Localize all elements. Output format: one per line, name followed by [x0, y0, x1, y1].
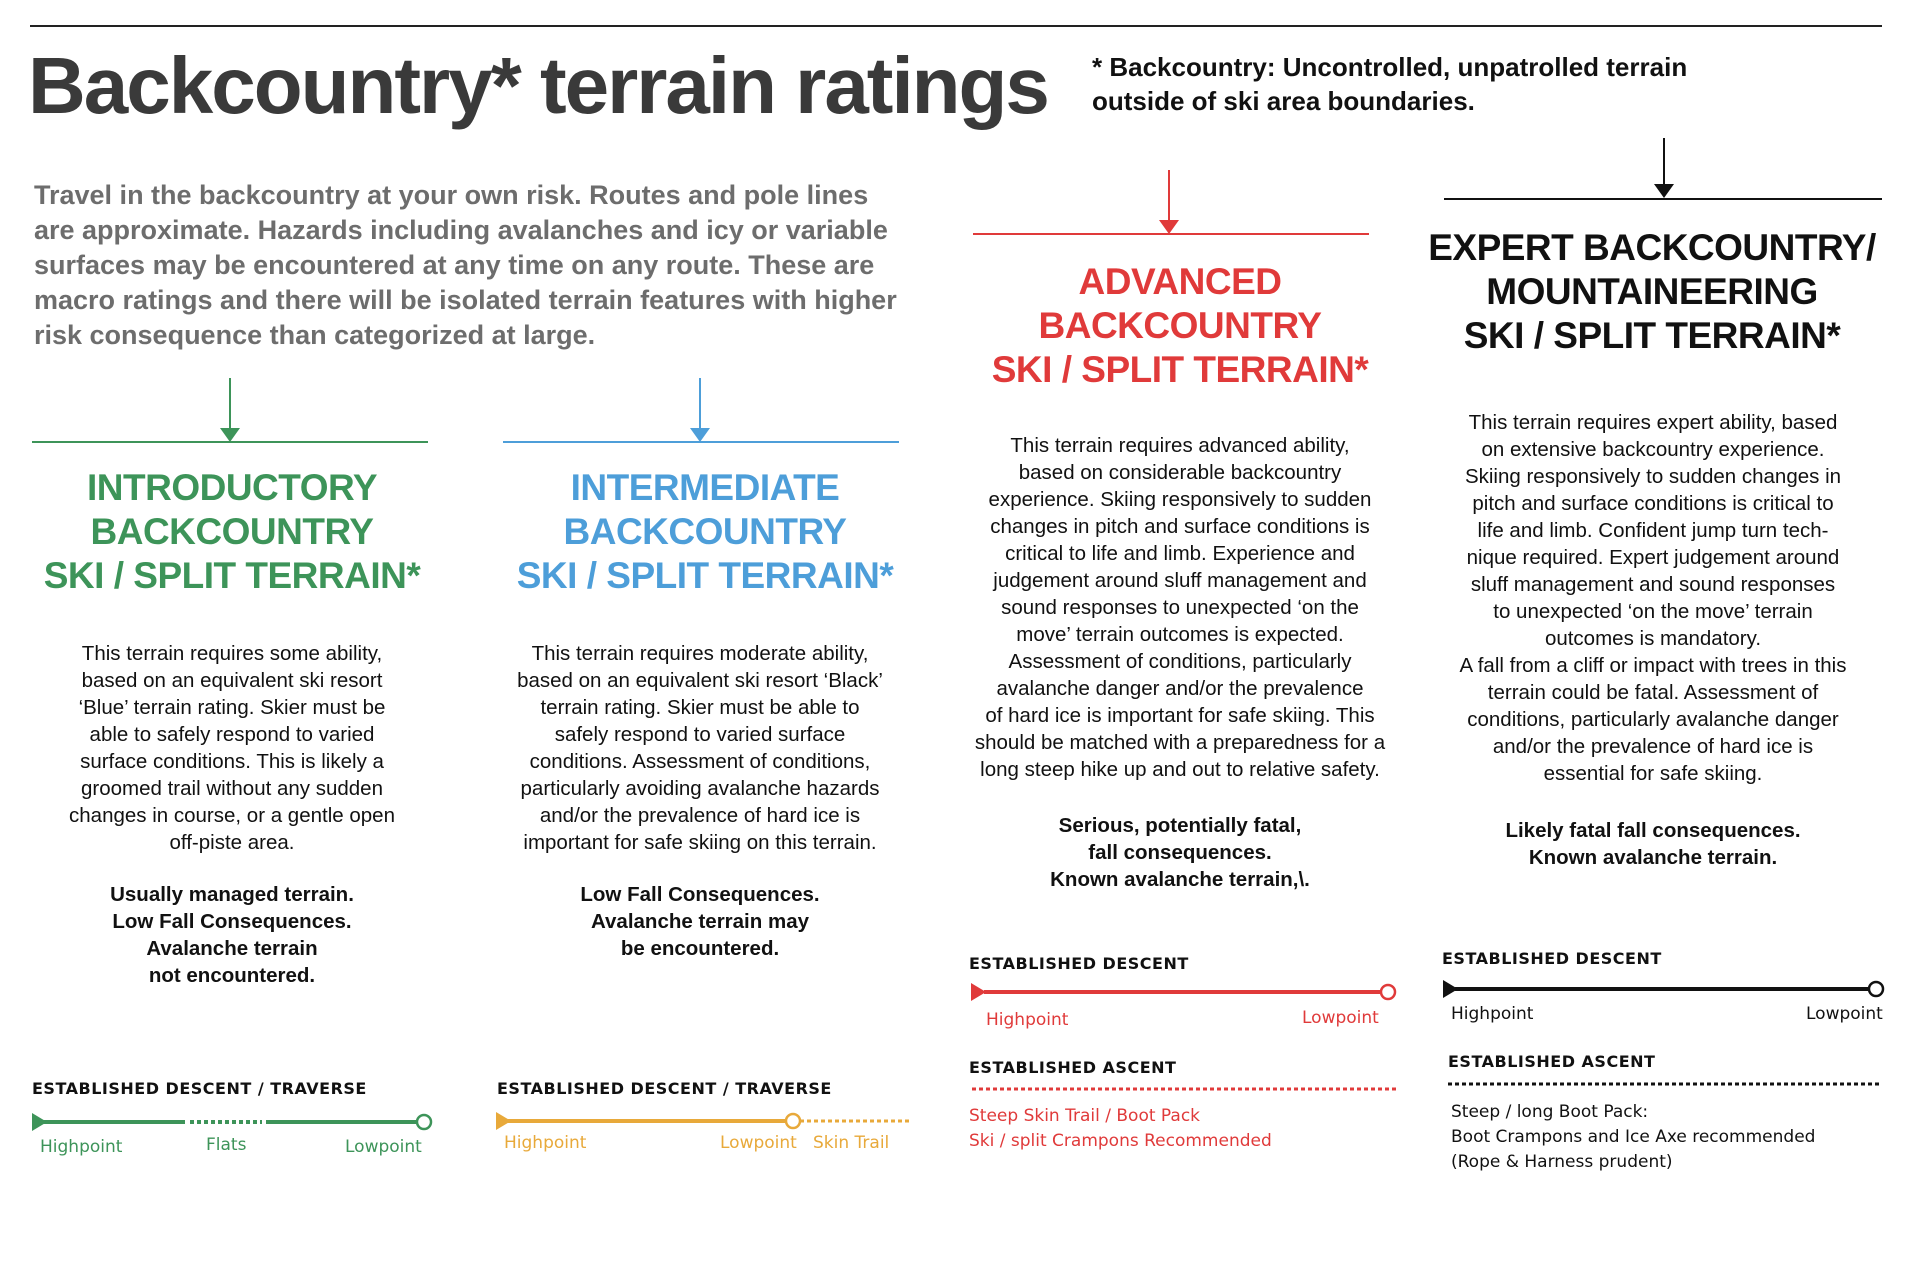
legend-flats: Flats: [206, 1135, 247, 1155]
column-description: This terrain requires moderate ability, based on an equivalent ski resort ‘Black’ terrain rating. Skier must be able to safely respond to varied surface conditions. Assessment of conditions, particularly avoiding avalanche hazards and/or the prevalence of hard ice is important for safe skiing on this terrain.: [517, 642, 883, 854]
arrow-shaft: [1663, 138, 1665, 186]
descent-highpoint: Highpoint: [1451, 1004, 1534, 1024]
column-rule: [973, 233, 1369, 235]
end-circle-icon: [1869, 982, 1883, 996]
column-heading: INTRODUCTORY BACKCOUNTRY SKI / SPLIT TERRAIN*: [43, 467, 421, 596]
column-summary: Low Fall Consequences. Avalanche terrain may be encountered.: [580, 883, 820, 960]
ascent-note: Steep / long Boot Pack: Boot Crampons and Ice Axe recommended (Rope & Harness prudent): [1451, 1102, 1816, 1172]
descent-label: ESTABLISHED DESCENT: [969, 954, 1189, 973]
column-heading: INTERMEDIATE BACKCOUNTRY SKI / SPLIT TERRAIN*: [516, 467, 894, 596]
legend-lowpoint: Lowpoint: [720, 1133, 797, 1153]
intro-paragraph: Travel in the backcountry at your own risk. Routes and pole lines are approximate. Hazards including avalanches and icy or variable surfaces may be encountered at any time on any route. These are macro ratings and there will be isolated terrain features with higher risk consequence than categorized at large.: [34, 180, 897, 350]
top-rule: [30, 25, 1882, 27]
arrow-down-icon: [690, 428, 710, 442]
backcountry-footnote: * Backcountry: Uncontrolled, unpatrolled terrain outside of ski area boundaries.: [1092, 52, 1688, 116]
page-title: Backcountry* terrain ratings: [28, 41, 1048, 130]
legend-highpoint: Highpoint: [40, 1137, 123, 1157]
legend-label: ESTABLISHED DESCENT / TRAVERSE: [32, 1079, 367, 1098]
column-heading: ADVANCED BACKCOUNTRY SKI / SPLIT TERRAIN*: [991, 261, 1369, 390]
descent-lowpoint: Lowpoint: [1806, 1004, 1883, 1024]
legend-label: ESTABLISHED DESCENT / TRAVERSE: [497, 1079, 832, 1098]
arrow-down-icon: [1654, 184, 1674, 198]
arrow-shaft: [229, 378, 231, 428]
ascent-label: ESTABLISHED ASCENT: [969, 1058, 1177, 1077]
ascent-label: ESTABLISHED ASCENT: [1448, 1052, 1656, 1071]
column-description: This terrain requires some ability, based on an equivalent ski resort ‘Blue’ terrain rating. Skier must be able to safely respond to varied surface conditions. This is likely a groomed trail without any sudden changes in course, or a gentle open off-piste area.: [69, 642, 395, 854]
column-summary: Usually managed terrain. Low Fall Consequences. Avalanche terrain not encountered.: [110, 883, 354, 987]
legend-skin-trail: Skin Trail: [813, 1133, 890, 1153]
descent-label: ESTABLISHED DESCENT: [1442, 949, 1662, 968]
column-heading: EXPERT BACKCOUNTRY/ MOUNTAINEERING SKI / SPLIT TERRAIN*: [1428, 227, 1876, 356]
column-description: This terrain requires advanced ability, based on considerable backcountry experience. Skiing responsively to sudden changes in pitch and surface conditions is critical to life and limb. Experience and judgement around sluff management and sound responses to unexpected ‘on the move’ terrain outcomes is expected. Assessment of conditions, particularly avalanche danger and/or the prevalence of hard ice is important for safe skiing. This should be matched with a preparedness for a long steep hike up and out to relative safety.: [974, 434, 1386, 781]
column-rule: [503, 441, 899, 443]
start-triangle-icon: [496, 1112, 511, 1130]
end-circle-icon: [786, 1114, 800, 1128]
start-triangle-icon: [1443, 980, 1458, 998]
column-description: This terrain requires expert ability, based on extensive backcountry experience. Skiing responsively to sudden changes in pitch and surface conditions is critical to life and limb. Confident jump turn tech- nique required. Expert judgement around sluff management and sound responses to unexpected ‘on the move’ terrain outcomes is mandatory. A fall from a cliff or impact with trees in this terrain could be fatal. Assessment of conditions, particularly avalanche danger and/or the prevalence of hard ice is essential for safe skiing.: [1459, 411, 1847, 785]
ascent-route-line: [0, 0, 1, 1]
column-rule: [1444, 198, 1882, 200]
column-summary: Likely fatal fall consequences. Known avalanche terrain.: [1505, 819, 1801, 869]
arrow-shaft: [699, 378, 701, 428]
descent-lowpoint: Lowpoint: [1302, 1008, 1379, 1028]
ascent-note: Steep Skin Trail / Boot Pack Ski / split Crampons Recommended: [969, 1106, 1272, 1151]
start-triangle-icon: [32, 1113, 47, 1131]
column-summary: Serious, potentially fatal, fall consequences. Known avalanche terrain,\.: [1050, 814, 1310, 891]
descent-highpoint: Highpoint: [986, 1010, 1069, 1030]
arrow-down-icon: [220, 428, 240, 442]
end-circle-icon: [417, 1115, 431, 1129]
end-circle-icon: [1381, 985, 1395, 999]
arrow-down-icon: [1159, 220, 1179, 234]
legend-lowpoint: Lowpoint: [345, 1137, 422, 1157]
column-rule: [32, 441, 428, 443]
legend-highpoint: Highpoint: [504, 1133, 587, 1153]
start-triangle-icon: [971, 983, 986, 1001]
arrow-shaft: [1168, 170, 1170, 222]
